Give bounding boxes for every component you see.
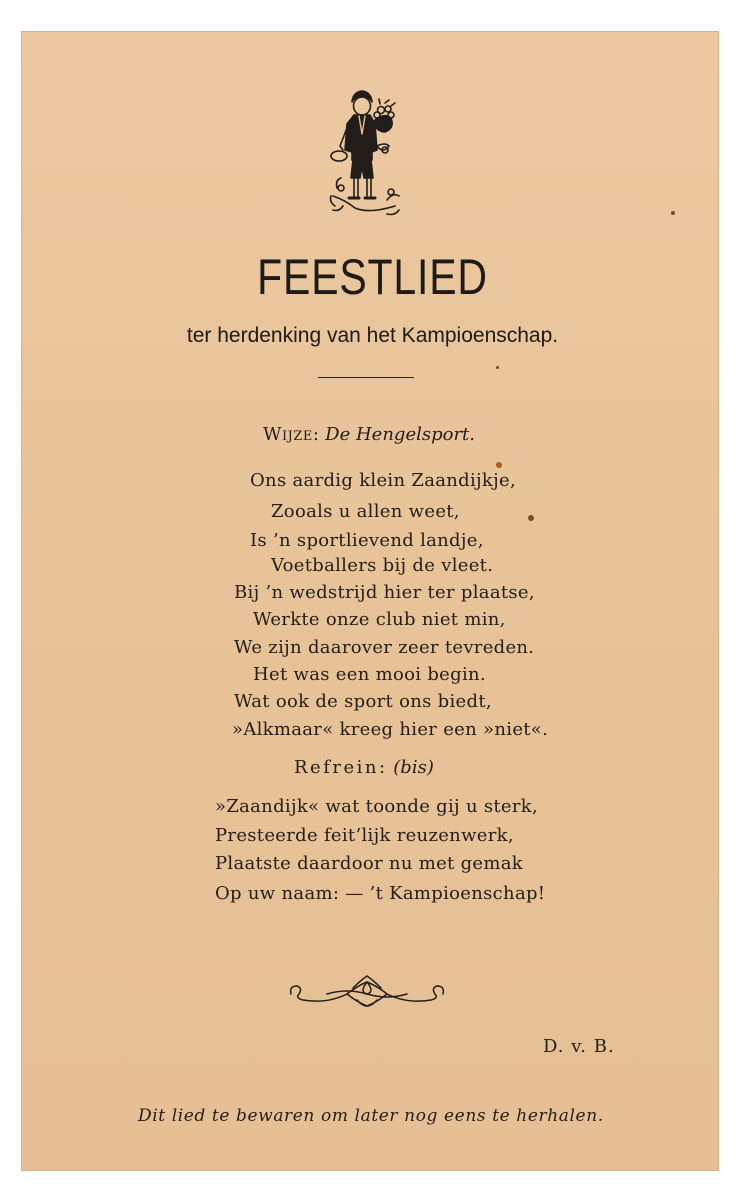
signature: D. v. B. <box>543 1036 615 1057</box>
paper-speck <box>496 366 499 369</box>
verse-line: Bij ’n wedstrijd hier ter plaatse, <box>234 582 535 603</box>
tune-name: De Hengelsport. <box>325 424 476 445</box>
refrain-heading <box>294 757 434 778</box>
verse-line: Ons aardig klein Zaandijkje, <box>250 470 516 491</box>
verse-line: Wat ook de sport ons biedt, <box>234 691 492 712</box>
verse-line: Het was een mooi begin. <box>253 664 486 685</box>
divider <box>318 377 414 378</box>
refrain-line: Plaatste daardoor nu met gemak <box>215 853 523 874</box>
refrain-line: »Zaandijk« wat toonde gij u sterk, <box>215 796 539 817</box>
footer-note: Dit lied te bewaren om later nog eens te herhalen. <box>138 1106 604 1126</box>
subtitle: ter herdenking van het Kampioenschap. <box>186 324 559 347</box>
verse-line: We zijn daarover zeer tevreden. <box>234 637 535 658</box>
tune-label: Wijze: <box>263 424 320 445</box>
verse-line: Is ’n sportlievend landje, <box>250 530 484 551</box>
flourish-ornament-icon <box>287 972 447 1016</box>
verse-line: Voetballers bij de vleet. <box>271 555 494 576</box>
boy-with-flowers-icon <box>325 88 407 224</box>
paper-speck <box>528 515 534 521</box>
refrain-line: Op uw naam: — ’t Kampioenschap! <box>215 883 546 904</box>
verse-line: »Alkmaar« kreeg hier een »niet«. <box>232 719 549 740</box>
paper-speck <box>671 211 675 215</box>
refrain-line: Presteerde feit’lijk reuzenwerk, <box>215 825 514 846</box>
paper-speck <box>496 462 502 468</box>
refrain-label: Refrein: <box>294 757 388 778</box>
verse-line: Werkte onze club niet min, <box>253 609 506 630</box>
refrain-note: (bis) <box>393 757 434 778</box>
tune-line <box>263 424 475 445</box>
verse-line: Zooals u allen weet, <box>271 501 460 522</box>
page-title: FEESTLIED <box>257 249 488 305</box>
